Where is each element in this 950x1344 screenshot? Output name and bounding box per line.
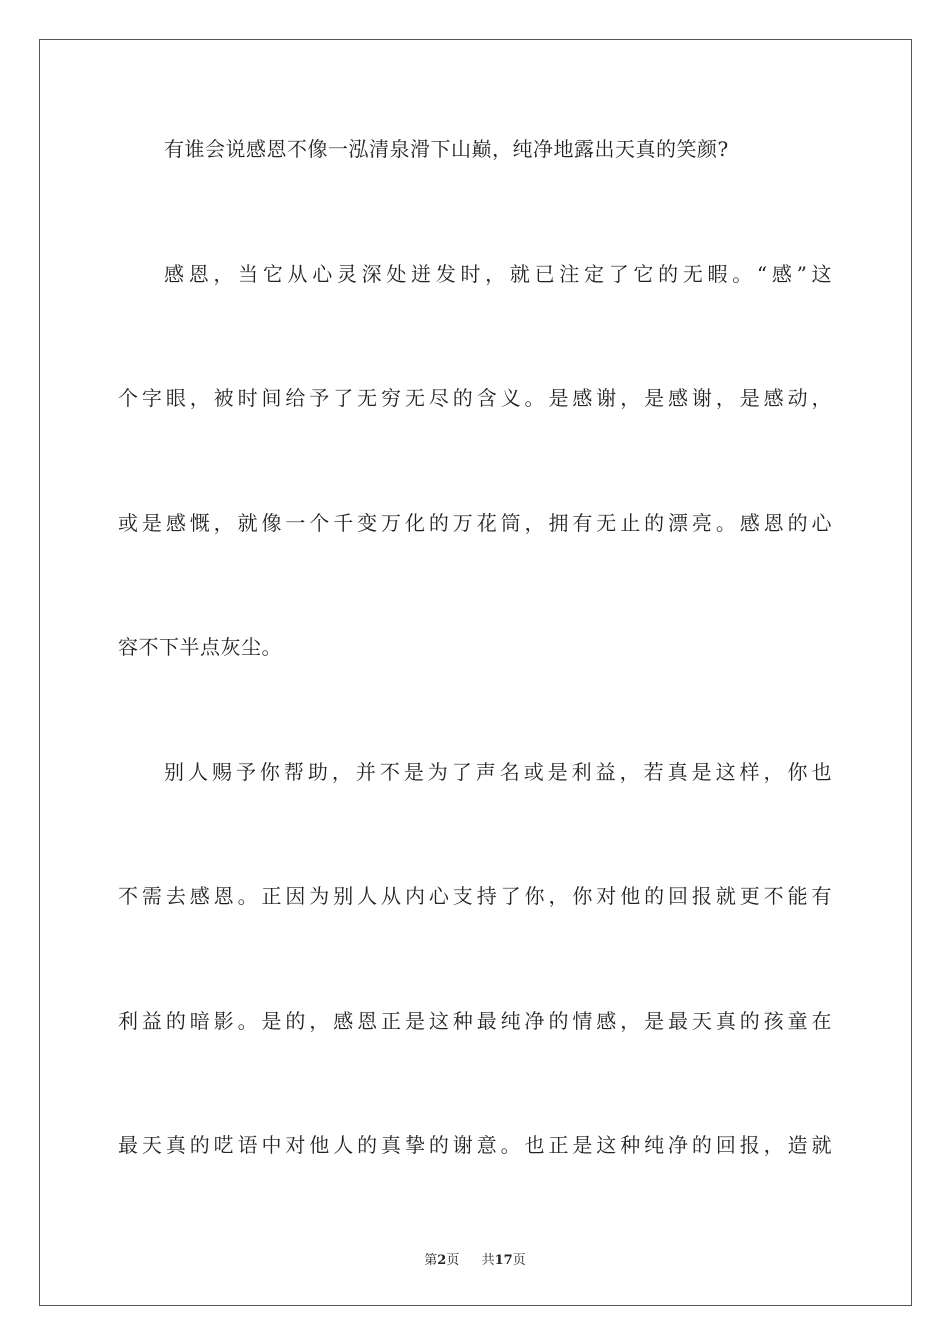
total-pages: 17 [494,1253,513,1268]
paragraph-3-line-3: 利益的暗影。是的，感恩正是这种最纯净的情感，是最天真的孩童在 [118,1009,832,1033]
paragraph-1-line-1: 有谁会说感恩不像一泓清泉滑下山巅，纯净地露出天真的笑颜? [164,137,729,161]
total-prefix: 共 [481,1253,495,1268]
paragraph-2-line-2: 个字眼，被时间给予了无穷无尽的含义。是感谢，是感谢，是感动， [118,386,832,410]
paragraph-2-line-4: 容不下半点灰尘。 [118,635,282,659]
paragraph-3-line-2: 不需去感恩。正因为别人从内心支持了你，你对他的回报就更不能有 [118,884,832,908]
page-number: 2 [437,1253,447,1268]
paragraph-3-line-1: 别人赐予你帮助，并不是为了声名或是利益，若真是这样，你也 [164,760,832,784]
page-prefix: 第 [424,1253,438,1268]
total-pages-label [482,1249,526,1268]
paragraph-3-line-4: 最天真的呓语中对他人的真挚的谢意。也正是这种纯净的回报，造就 [118,1133,832,1157]
paragraph-2-line-3: 或是感慨，就像一个千变万化的万花筒，拥有无止的漂亮。感恩的心 [118,511,832,535]
total-suffix: 页 [512,1253,526,1268]
page-suffix: 页 [446,1253,460,1268]
page-number-label [424,1249,459,1268]
page-footer [0,1249,950,1268]
page-border [39,39,912,1306]
paragraph-2-line-1: 感恩，当它从心灵深处迸发时，就已注定了它的无暇。“感”这 [164,262,832,286]
